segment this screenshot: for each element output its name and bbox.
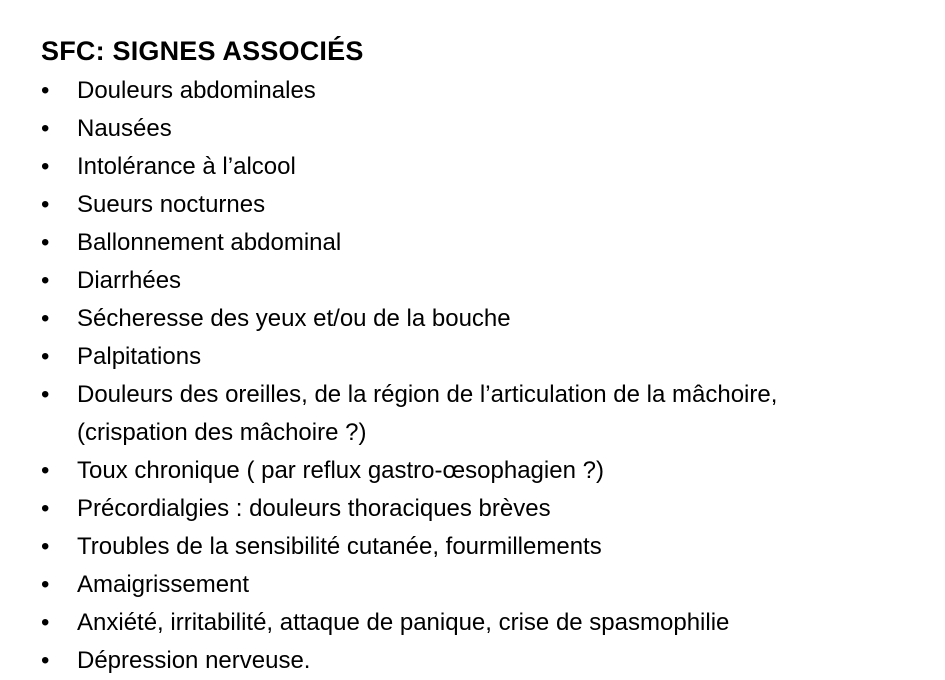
list-item-text: Sécheresse des yeux et/ou de la bouche bbox=[77, 305, 511, 332]
bullet-icon: • bbox=[41, 533, 50, 560]
list-item bbox=[41, 338, 921, 376]
list-item-text: Ballonnement abdominal bbox=[77, 229, 342, 256]
bullet-icon: • bbox=[41, 647, 50, 674]
list-item bbox=[41, 148, 921, 186]
slide-title: SFC: SIGNES ASSOCIÉS bbox=[41, 36, 364, 66]
bullet-icon: • bbox=[41, 191, 50, 218]
list-item bbox=[41, 110, 921, 148]
list-item-text: Amaigrissement bbox=[77, 571, 250, 598]
bullet-icon: • bbox=[41, 571, 50, 598]
list-item-text: Nausées bbox=[77, 115, 172, 142]
bullet-icon: • bbox=[41, 381, 50, 408]
bullet-icon: • bbox=[41, 267, 50, 294]
bullet-icon: • bbox=[41, 77, 50, 104]
list-item-text: Toux chronique ( par reflux gastro-œsophagien ?) bbox=[77, 457, 604, 484]
list-item bbox=[41, 604, 921, 642]
list-item bbox=[41, 262, 921, 300]
list-item-text: Dépression nerveuse. bbox=[77, 647, 311, 674]
list-item-text: Douleurs abdominales bbox=[77, 77, 316, 104]
list-item bbox=[41, 642, 921, 680]
list-item bbox=[41, 566, 921, 604]
bullet-icon: • bbox=[41, 457, 50, 484]
list-item bbox=[41, 72, 921, 110]
bullet-list bbox=[41, 72, 921, 680]
list-item bbox=[41, 300, 921, 338]
list-item bbox=[41, 224, 921, 262]
bullet-icon: • bbox=[41, 343, 50, 370]
bullet-icon: • bbox=[41, 153, 50, 180]
list-item bbox=[41, 376, 921, 452]
list-item bbox=[41, 490, 921, 528]
bullet-icon: • bbox=[41, 609, 50, 636]
bullet-icon: • bbox=[41, 229, 50, 256]
bullet-icon: • bbox=[41, 495, 50, 522]
list-item-text: Douleurs des oreilles, de la région de l’articulation de la mâchoire, (crispation des mâchoire ?) bbox=[77, 381, 778, 446]
list-item-text: Sueurs nocturnes bbox=[77, 191, 266, 218]
list-item-text: Anxiété, irritabilité, attaque de panique, crise de spasmophilie bbox=[77, 609, 730, 636]
list-item-text: Intolérance à l’alcool bbox=[77, 153, 296, 180]
list-item bbox=[41, 452, 921, 490]
list-item bbox=[41, 186, 921, 224]
list-item-text: Palpitations bbox=[77, 343, 202, 370]
bullet-icon: • bbox=[41, 305, 50, 332]
list-item-text: Troubles de la sensibilité cutanée, fourmillements bbox=[77, 533, 602, 560]
list-item bbox=[41, 528, 921, 566]
bullet-icon: • bbox=[41, 115, 50, 142]
list-item-text: Précordialgies : douleurs thoraciques brèves bbox=[77, 495, 551, 522]
list-item-text: Diarrhées bbox=[77, 267, 182, 294]
